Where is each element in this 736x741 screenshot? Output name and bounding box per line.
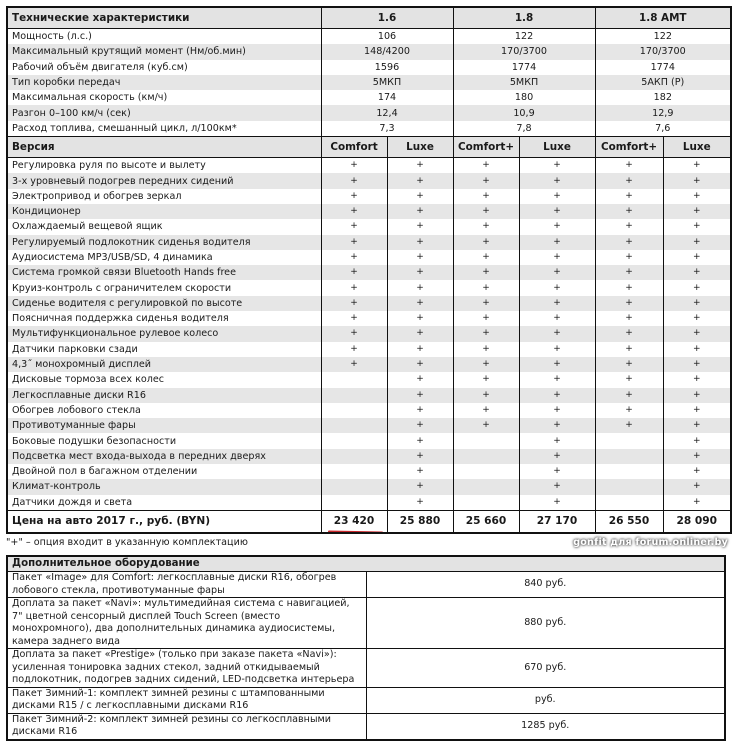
feature-row [7, 158, 731, 174]
feature-mark: + [453, 250, 519, 265]
spec-table [6, 6, 732, 534]
tech-value: 122 [453, 29, 595, 45]
feature-mark: + [453, 235, 519, 250]
feature-mark: + [321, 280, 387, 295]
extra-label: Доплата за пакет «Prestige» (только при заказе пакета «Navi»): усиленная тонировка задних стекол, задний откидываемый подлокотник, подогрев задних сидений, LED-подсветка интерьера [7, 649, 366, 688]
feature-mark: + [663, 403, 731, 418]
feature-mark: + [663, 479, 731, 494]
feature-mark: + [663, 357, 731, 372]
extra-item [7, 687, 725, 713]
feature-row [7, 342, 731, 357]
feature-row [7, 479, 731, 494]
feature-mark: + [663, 296, 731, 311]
feature-mark: + [387, 311, 453, 326]
feature-mark [321, 464, 387, 479]
feature-label: Датчики парковки сзади [12, 343, 138, 355]
feature-mark: + [595, 219, 663, 234]
feature-mark [453, 449, 519, 464]
tech-value: 180 [453, 90, 595, 105]
feature-label: Двойной пол в багажном отделении [12, 466, 198, 478]
feature-mark: + [519, 204, 595, 219]
feature-label: Подсветка мест входа-выхода в передних дверях [7, 449, 321, 464]
feature-label: Кондиционер [7, 204, 321, 219]
feature-label: Обогрев лобового стекла [12, 404, 141, 416]
feature-label: Мультифункциональное рулевое колесо [7, 326, 321, 341]
tech-value: 1774 [595, 60, 731, 75]
feature-mark: + [519, 189, 595, 204]
feature-mark: + [595, 204, 663, 219]
feature-mark: + [519, 464, 595, 479]
feature-row [7, 219, 731, 234]
feature-mark: + [595, 342, 663, 357]
feature-row [7, 189, 731, 204]
feature-mark: + [519, 173, 595, 188]
feature-label: Регулировка руля по высоте и вылету [12, 160, 206, 172]
feature-mark: + [595, 173, 663, 188]
feature-mark: + [321, 296, 387, 311]
feature-mark [453, 433, 519, 448]
feature-mark: + [453, 372, 519, 387]
feature-mark: + [519, 403, 595, 418]
feature-mark: + [663, 311, 731, 326]
feature-mark: + [387, 265, 453, 280]
extra-item [7, 572, 725, 598]
feature-mark: + [453, 403, 519, 418]
feature-mark: + [595, 403, 663, 418]
feature-mark [321, 433, 387, 448]
feature-mark: + [519, 219, 595, 234]
tech-value: 12,4 [321, 105, 453, 120]
tech-label: Максимальная скорость (км/ч) [12, 92, 168, 104]
feature-label: Климат-контроль [7, 479, 321, 494]
feature-mark: + [387, 296, 453, 311]
tech-value: 148/4200 [321, 44, 453, 59]
tech-row [7, 44, 731, 59]
feature-mark: + [453, 311, 519, 326]
feature-mark: + [519, 326, 595, 341]
feature-mark [453, 464, 519, 479]
version-header: Luxe [519, 137, 595, 158]
feature-mark: + [321, 158, 387, 174]
extra-item [7, 598, 725, 649]
extra-item [7, 713, 725, 740]
feature-mark: + [519, 296, 595, 311]
feature-row [7, 464, 731, 479]
engine-header: 1.8 AMT [595, 7, 731, 29]
feature-mark: + [387, 464, 453, 479]
price-value: 26 550 [608, 514, 650, 527]
tech-value: 7,6 [595, 121, 731, 137]
feature-mark: + [663, 326, 731, 341]
feature-row [7, 357, 731, 372]
feature-mark: + [321, 342, 387, 357]
feature-label: Электропривод и обогрев зеркал [12, 190, 182, 202]
feature-mark: + [663, 464, 731, 479]
feature-mark: + [663, 219, 731, 234]
feature-mark: + [595, 357, 663, 372]
feature-mark: + [519, 388, 595, 403]
feature-mark: + [387, 158, 453, 174]
version-header-label: Версия [7, 137, 321, 158]
feature-mark: + [387, 250, 453, 265]
extras-title: Дополнительное оборудование [7, 556, 725, 572]
feature-mark: + [663, 250, 731, 265]
feature-row [7, 372, 731, 387]
feature-mark: + [519, 495, 595, 511]
feature-mark: + [663, 433, 731, 448]
feature-mark: + [663, 388, 731, 403]
feature-mark: + [595, 265, 663, 280]
feature-row [7, 418, 731, 433]
feature-mark: + [663, 280, 731, 295]
feature-label: Датчики дождя и света [12, 496, 133, 508]
feature-mark: + [663, 189, 731, 204]
feature-mark: + [595, 158, 663, 174]
tech-row [7, 121, 731, 137]
price-value: 25 880 [399, 514, 441, 527]
feature-mark: + [387, 204, 453, 219]
feature-mark: + [519, 357, 595, 372]
feature-mark [321, 449, 387, 464]
price-cell [453, 510, 519, 533]
feature-mark: + [663, 418, 731, 433]
tech-label: Разгон 0–100 км/ч (сек) [7, 105, 321, 120]
tech-value: 1774 [453, 60, 595, 75]
feature-mark: + [519, 265, 595, 280]
feature-mark: + [519, 311, 595, 326]
feature-mark: + [519, 433, 595, 448]
feature-mark: + [321, 250, 387, 265]
feature-mark: + [387, 173, 453, 188]
feature-mark: + [321, 357, 387, 372]
feature-row [7, 311, 731, 326]
extra-label: Доплата за пакет «Navi»: мультимедийная система с навигацией, 7" цветной сенсорный дисплей Touch Screen (вместо монохромного), два дополнительных динамика аудиосистемы, камера заднего вида [7, 598, 366, 649]
feature-mark [321, 479, 387, 494]
feature-mark [453, 479, 519, 494]
tech-row [7, 29, 731, 45]
feature-mark: + [387, 479, 453, 494]
tech-label: Расход топлива, смешанный цикл, л/100км* [12, 122, 237, 134]
feature-mark: + [387, 235, 453, 250]
engine-header-row [7, 7, 731, 29]
feature-mark: + [387, 280, 453, 295]
extra-price: 880 руб. [366, 598, 725, 649]
feature-mark: + [387, 418, 453, 433]
feature-mark: + [519, 372, 595, 387]
feature-row [7, 250, 731, 265]
feature-mark: + [595, 280, 663, 295]
price-cell [519, 510, 595, 533]
price-label: Цена на авто 2017 г., руб. (BYN) [7, 510, 321, 533]
feature-mark: + [453, 296, 519, 311]
engine-header: 1.6 [321, 7, 453, 29]
feature-mark [595, 464, 663, 479]
feature-mark: + [387, 326, 453, 341]
feature-mark [595, 479, 663, 494]
feature-mark: + [453, 158, 519, 174]
tech-row [7, 75, 731, 90]
feature-mark: + [387, 433, 453, 448]
price-value: 27 170 [536, 514, 578, 527]
feature-mark: + [595, 326, 663, 341]
feature-mark: + [453, 189, 519, 204]
tech-value: 7,3 [321, 121, 453, 137]
price-value: 25 660 [465, 514, 507, 527]
feature-label: Поясничная поддержка сиденья водителя [12, 313, 229, 325]
version-header: Comfort [321, 137, 387, 158]
price-cell [595, 510, 663, 533]
feature-mark [321, 418, 387, 433]
feature-mark: + [387, 219, 453, 234]
feature-mark: + [321, 311, 387, 326]
feature-row [7, 403, 731, 418]
tech-value: 5МКП [321, 75, 453, 90]
feature-mark: + [321, 326, 387, 341]
version-header-row [7, 137, 731, 158]
extra-price: руб. [366, 687, 725, 713]
feature-mark: + [453, 219, 519, 234]
feature-mark: + [387, 357, 453, 372]
feature-mark: + [663, 204, 731, 219]
feature-mark: + [453, 388, 519, 403]
feature-mark [321, 388, 387, 403]
tech-row [7, 105, 731, 120]
tech-value: 106 [321, 29, 453, 45]
feature-mark: + [595, 311, 663, 326]
feature-mark: + [519, 418, 595, 433]
tech-label: Рабочий объём двигателя (куб.см) [12, 61, 188, 73]
feature-mark: + [595, 372, 663, 387]
tech-label: Мощность (л.с.) [12, 31, 92, 43]
feature-mark [595, 433, 663, 448]
extras-table [6, 555, 726, 741]
feature-mark: + [453, 326, 519, 341]
feature-mark: + [663, 495, 731, 511]
feature-mark: + [453, 418, 519, 433]
tech-value: 170/3700 [595, 44, 731, 59]
feature-label: Регулируемый подлокотник сиденья водителя [7, 235, 321, 250]
feature-row [7, 326, 731, 341]
feature-mark: + [663, 342, 731, 357]
tech-value: 182 [595, 90, 731, 105]
feature-mark: + [595, 250, 663, 265]
extra-price: 670 руб. [366, 649, 725, 688]
feature-row [7, 495, 731, 511]
tech-row [7, 60, 731, 75]
feature-label: Противотуманные фары [7, 418, 321, 433]
feature-label: Аудиосистема MP3/USB/SD, 4 динамика [12, 252, 213, 263]
tech-value: 5МКП [453, 75, 595, 90]
feature-label: Легкосплавные диски R16 [7, 388, 321, 403]
feature-mark: + [453, 342, 519, 357]
feature-mark: + [453, 265, 519, 280]
extra-price: 1285 руб. [366, 713, 725, 740]
feature-mark: + [519, 449, 595, 464]
tech-value: 174 [321, 90, 453, 105]
feature-label: Боковые подушки безопасности [12, 435, 177, 447]
extra-label: Пакет Зимний-1: комплект зимней резины с штампованными дисками R15 / с легкосплавными дисками R16 [7, 687, 366, 713]
price-value-highlighted: 23 420 [333, 514, 375, 527]
extra-price: 840 руб. [366, 572, 725, 598]
feature-mark [595, 495, 663, 511]
feature-mark [321, 403, 387, 418]
feature-mark: + [663, 449, 731, 464]
feature-mark: + [321, 204, 387, 219]
feature-mark: + [519, 280, 595, 295]
feature-row [7, 235, 731, 250]
price-cell [321, 510, 387, 533]
tech-label: Максимальный крутящий момент (Нм/об.мин) [7, 44, 321, 59]
price-cell [663, 510, 731, 533]
feature-mark: + [663, 372, 731, 387]
feature-mark: + [321, 173, 387, 188]
version-header: Luxe [663, 137, 731, 158]
extra-label: Пакет Зимний-2: комплект зимней резины со легкосплавными дисками R16 [7, 713, 366, 740]
tech-label: Тип коробки передач [7, 75, 321, 90]
tech-value: 1596 [321, 60, 453, 75]
feature-mark: + [595, 235, 663, 250]
feature-mark [453, 495, 519, 511]
feature-mark: + [595, 388, 663, 403]
feature-mark: + [519, 235, 595, 250]
feature-mark: + [387, 449, 453, 464]
feature-mark: + [663, 173, 731, 188]
feature-row [7, 296, 731, 311]
feature-mark: + [519, 158, 595, 174]
feature-row [7, 173, 731, 188]
tech-row [7, 90, 731, 105]
feature-mark: + [387, 342, 453, 357]
feature-row [7, 388, 731, 403]
price-value: 28 090 [676, 514, 718, 527]
feature-mark [321, 372, 387, 387]
feature-mark: + [595, 418, 663, 433]
feature-label: Охлаждаемый вещевой ящик [12, 221, 163, 233]
feature-mark: + [387, 495, 453, 511]
feature-mark: + [321, 219, 387, 234]
feature-mark: + [387, 189, 453, 204]
feature-mark: + [663, 235, 731, 250]
feature-mark: + [595, 296, 663, 311]
feature-row [7, 204, 731, 219]
tech-value: 122 [595, 29, 731, 45]
feature-mark: + [453, 204, 519, 219]
version-header: Comfort+ [453, 137, 519, 158]
feature-label: Система громкой связи Bluetooth Hands free [7, 265, 321, 280]
tech-value: 170/3700 [453, 44, 595, 59]
feature-label: Сиденье водителя с регулировкой по высоте [7, 296, 321, 311]
feature-label: 4,3˝ монохромный дисплей [7, 357, 321, 372]
feature-mark: + [663, 265, 731, 280]
feature-row [7, 449, 731, 464]
feature-mark: + [453, 173, 519, 188]
feature-row [7, 280, 731, 295]
tech-value: 7,8 [453, 121, 595, 137]
feature-mark: + [663, 158, 731, 174]
feature-mark: + [321, 265, 387, 280]
tech-value: 12,9 [595, 105, 731, 120]
feature-row [7, 433, 731, 448]
extra-label: Пакет «Image» для Comfort: легкосплавные диски R16, обогрев лобового стекла, противотуманные фары [7, 572, 366, 598]
version-header: Comfort+ [595, 137, 663, 158]
feature-mark: + [519, 250, 595, 265]
version-header: Luxe [387, 137, 453, 158]
feature-mark: + [321, 189, 387, 204]
feature-label: Дисковые тормоза всех колес [12, 374, 165, 386]
feature-mark: + [595, 189, 663, 204]
watermark: gonfit для forum.onliner.by [573, 537, 728, 548]
price-cell [387, 510, 453, 533]
feature-mark: + [453, 357, 519, 372]
tech-header-label: Технические характеристики [7, 7, 321, 29]
extra-item [7, 649, 725, 688]
feature-mark: + [387, 372, 453, 387]
price-row [7, 510, 731, 533]
feature-mark: + [453, 280, 519, 295]
feature-label: 3-х уровневый подогрев передних сидений [7, 173, 321, 188]
feature-row [7, 265, 731, 280]
feature-mark [321, 495, 387, 511]
feature-mark: + [387, 388, 453, 403]
feature-mark: + [519, 479, 595, 494]
tech-value: 10,9 [453, 105, 595, 120]
footnote: "+" – опция входит в указанную комплектацию [6, 537, 248, 548]
feature-mark: + [387, 403, 453, 418]
feature-mark: + [321, 235, 387, 250]
feature-label: Круиз-контроль с ограничителем скорости [12, 282, 232, 294]
feature-mark: + [519, 342, 595, 357]
tech-value: 5АКП (Р) [595, 75, 731, 90]
feature-mark [595, 449, 663, 464]
engine-header: 1.8 [453, 7, 595, 29]
